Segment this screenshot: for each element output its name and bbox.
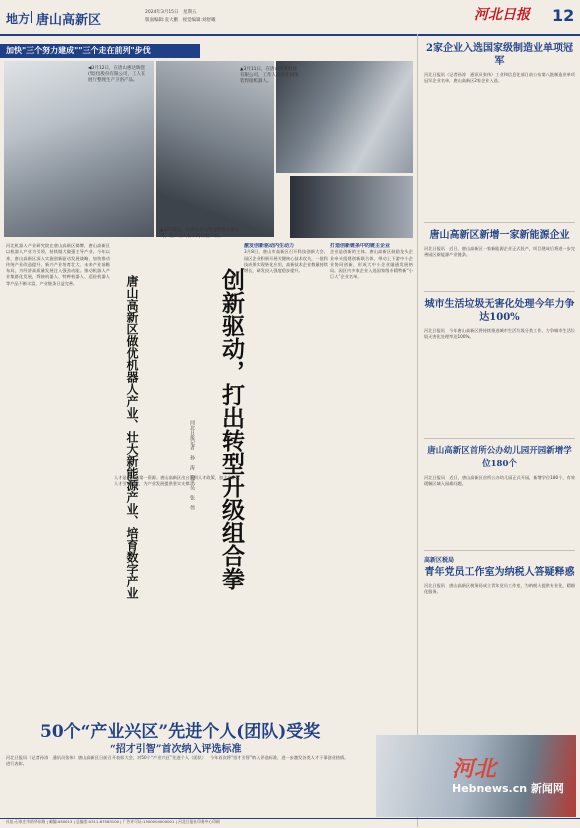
watermark-name: 新闻网 bbox=[530, 782, 564, 795]
section-label: 地方 bbox=[6, 12, 31, 26]
news-headline: 城市生活垃圾无害化处理今年力争达100% bbox=[424, 299, 575, 323]
news-headline: 2家企业入选国家级制造业单项冠军 bbox=[426, 43, 573, 67]
watermark-brand: 河北 bbox=[452, 756, 497, 782]
article-text: 今年首次将“招才引智”纳入评选标准，进一步激发各类人才干事创业热情。 bbox=[210, 755, 349, 760]
photo-caption: ▲3月12日，在唐山开元智能装备有限公司，生产工人在车间检验产品。 bbox=[160, 228, 240, 239]
photo-caption: ▲3月11日，在唐山英莱科技有限公司，工作人员在车间组装焊接机器人。 bbox=[240, 67, 299, 84]
article-column bbox=[330, 243, 413, 713]
byline: 河北日报记者 孙 涛 通讯员 张 伟 bbox=[189, 420, 195, 510]
news-headline: 唐山高新区新增一家新能源企业 bbox=[429, 230, 570, 241]
article-text: 人才是创新的第一资源。唐山高新区出台系列人才政策，加大高层次人才引进力度，为产业发展提供坚实支撑。 bbox=[114, 475, 240, 487]
news-body: 河北日报讯 唐山高新区税务局成立青年党员工作室，为纳税人提供专业化、精细化服务。 bbox=[424, 583, 575, 595]
article-column bbox=[244, 243, 328, 713]
main-subheadline: 唐山高新区做优机器人产业、壮大新能源产业、培育数字产业 bbox=[125, 275, 139, 599]
article-text: 河北机器人产业研究院在唐山高新区揭牌，唐山高新区以机器人产业为引领，持续做大做强主导产业。今年以来，唐山高新区深入实施创新驱动发展战略，加快推动传统产业改造提升、新兴产业培育壮大、未来产业前瞻布局，为经济高质量发展注入强劲动能。推动机器人产业集群化发展，焊接机器人、特种机器人、巡检机器人等产品不断丰富，产业链条日益完善。 bbox=[6, 243, 110, 286]
news-kicker: 高新区税局 bbox=[424, 557, 455, 564]
news-body: 河北日报讯（记者孙涛 通讯员张伟）工业和信息化部日前公布第八批制造业单项冠军企业名单，唐山高新区2家企业入选。 bbox=[424, 72, 575, 84]
bottom-subheadline: “招才引智”首次纳入评选标准 bbox=[110, 744, 242, 755]
section-subhead: 打造创新链条中的链主企业 bbox=[330, 243, 391, 249]
editor-credits: 版面编辑:袁大鹏 视觉编辑:刘舒曦 bbox=[145, 18, 216, 23]
bottom-headline: 50个“产业兴区”先进个人(团队)受奖 bbox=[40, 722, 321, 742]
issue-date: 2024年3月15日 星期五 bbox=[145, 10, 197, 15]
watermark-site bbox=[452, 780, 564, 796]
photo-caption: ◀3月12日，在唐山惠达陶瓷(集团)股份有限公司，工人在展厅整理生产卫浴产品。 bbox=[88, 66, 146, 83]
page-name: 唐山高新区 bbox=[36, 13, 102, 28]
right-news-column bbox=[417, 34, 580, 827]
page-number: 12 bbox=[552, 6, 575, 25]
article-column bbox=[114, 475, 240, 713]
article-column bbox=[6, 755, 206, 817]
watermark-url: Hebnews.cn bbox=[452, 782, 528, 795]
article-column bbox=[6, 243, 110, 713]
news-body: 河北日报讯 近日，唐山高新区一家新能源企业正式投产，项目建成后将进一步完善园区新能源产业链条。 bbox=[424, 246, 575, 258]
section-divider bbox=[31, 11, 32, 23]
divider bbox=[424, 222, 575, 223]
divider bbox=[424, 438, 575, 439]
article-text: 企业是创新的主体。唐山高新区鼓励龙头企业牵头组建创新联合体，带动上下游中小企业协同创新，形成大中小企业融通发展格局。园区内多家企业入选国家级专精特新“小巨人”企业名单。 bbox=[330, 249, 413, 280]
section-subhead: 激发创新驱动内生动力 bbox=[244, 243, 295, 249]
news-body: 河北日报讯 今年唐山高新区将持续推进城市生活垃圾分类工作，力争城市生活垃圾无害化处理率达100%。 bbox=[424, 328, 575, 340]
photo-robot-workshop bbox=[156, 61, 274, 237]
newspaper-logo: 河北日报 bbox=[474, 7, 530, 23]
news-headline: 青年党员工作室为纳税人答疑释惑 bbox=[424, 567, 575, 578]
divider bbox=[424, 291, 575, 292]
photo-showroom bbox=[4, 61, 154, 237]
photo-factory-floor bbox=[290, 176, 413, 238]
footer-text: 社址:石家庄市裕华东路 | 邮编:050013 | 总编室:0311-67563100 | 广告许可证:1300004000001 | 河北日报社印务中心印刷 bbox=[6, 819, 220, 824]
news-headline: 唐山高新区首所公办幼儿园开园新增学位180个 bbox=[427, 446, 572, 469]
news-body: 河北日报讯 近日，唐山高新区首所公办幼儿园正式开园，新增学位180个，有效缓解区域入园难问题。 bbox=[424, 475, 575, 487]
main-headline: 创新驱动，打出转型升级组合拳 bbox=[218, 268, 245, 590]
topic-banner-text: 加快"三个努力建成""三个走在前列"步伐 bbox=[6, 46, 151, 55]
article-text: 河北日报讯（记者孙涛 通讯员张伟）唐山高新区日前召开表彰大会，对50个“产业兴区”先进个人（团队）进行表彰。 bbox=[6, 755, 206, 767]
divider bbox=[424, 550, 575, 551]
article-text: 3月8日，唐山市高新区召开科技创新大会。园区企业积极开展关键核心技术攻关，一批科技成果实现转化应用，高新技术企业数量持续增长，研发投入强度稳步提升。 bbox=[244, 249, 328, 274]
